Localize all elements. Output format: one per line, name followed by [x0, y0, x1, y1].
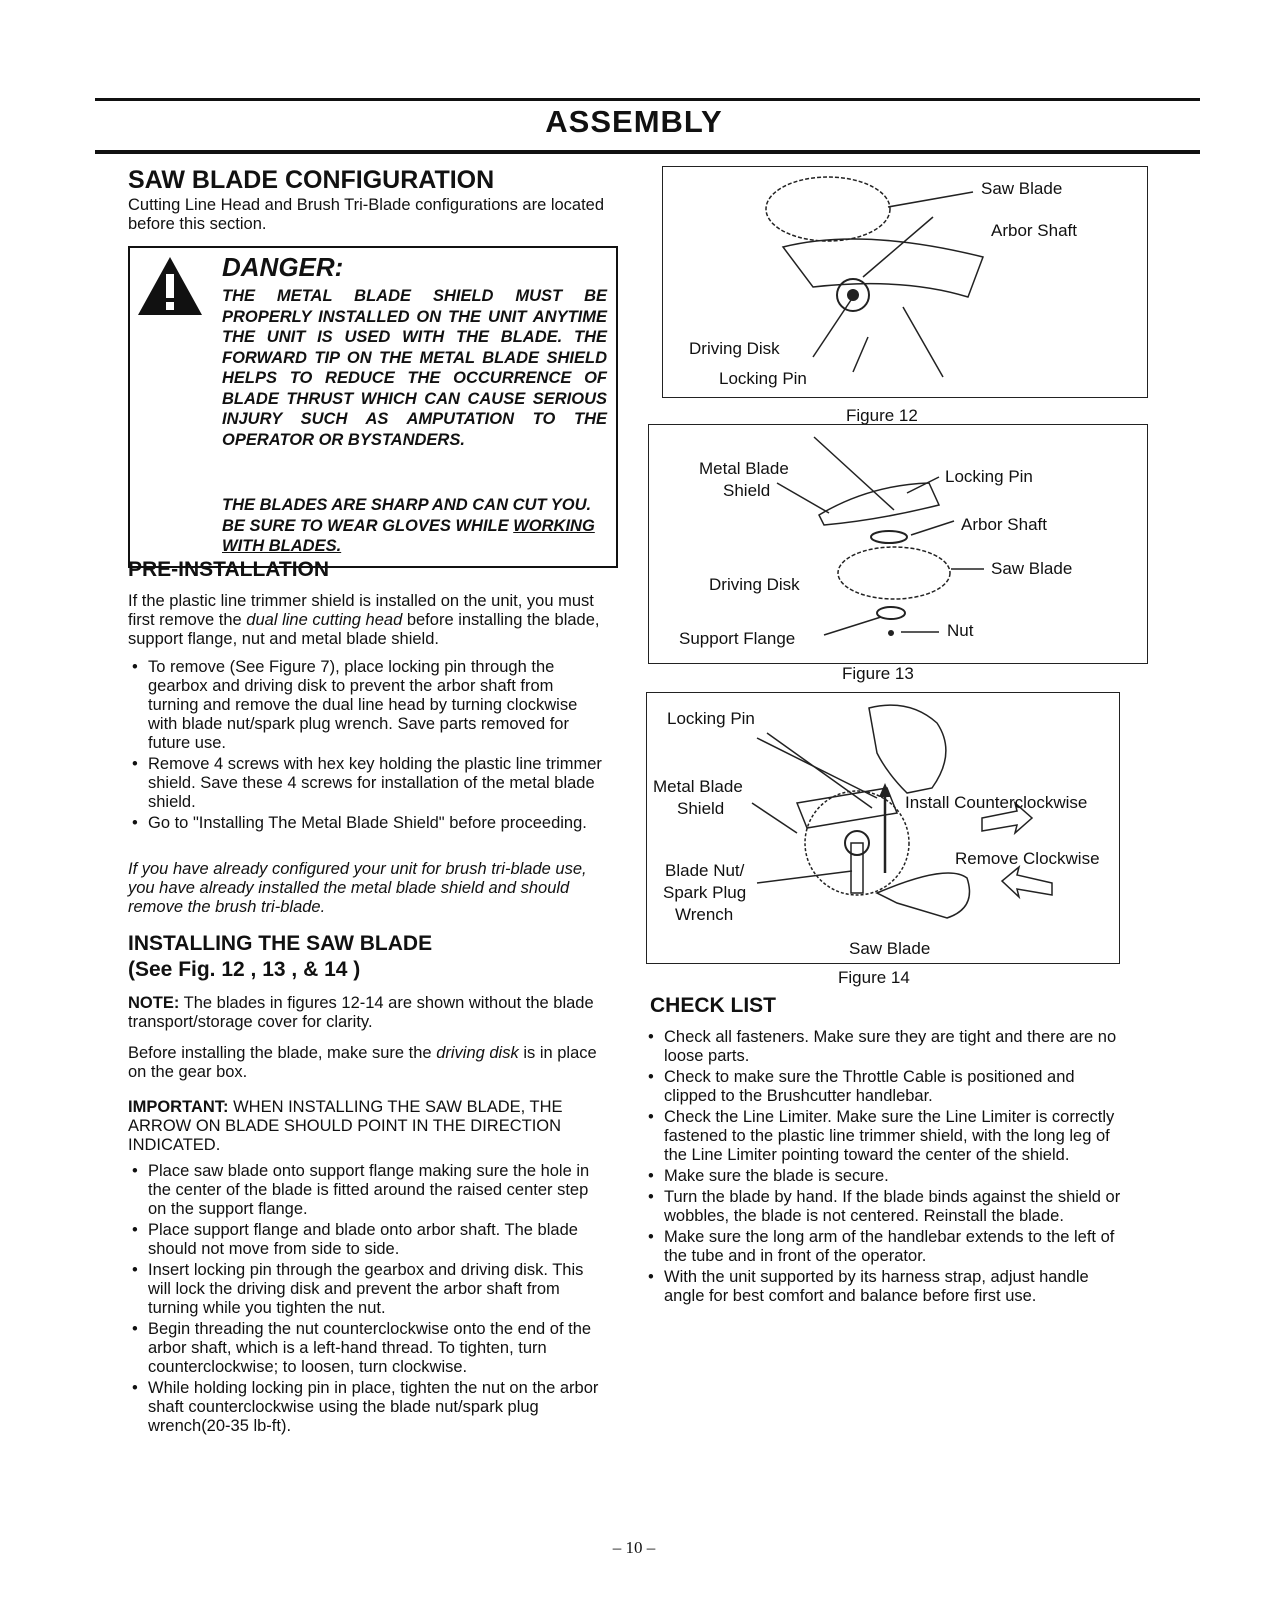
- pre-installation-list: [128, 658, 608, 835]
- installing-note: [128, 994, 608, 1032]
- figure-13-caption: Figure 13: [842, 664, 914, 683]
- figure-13: [648, 424, 1148, 664]
- installing-steps: [128, 1162, 608, 1438]
- fig14-wrench-label: Wrench: [675, 905, 734, 924]
- list-item: • Insert locking pin through the gearbox and driving disk. This will lock the driving disk and prevent the arbor shaft from turning while you tighten the nut.: [128, 1261, 608, 1318]
- fig14-locking-pin-label: Locking Pin: [667, 709, 755, 728]
- fig13-support-flange-label: Support Flange: [679, 629, 796, 648]
- fig12-arbor-shaft-label: Arbor Shaft: [991, 221, 1077, 240]
- checklist-list: [644, 1028, 1130, 1308]
- list-item: • Check all fasteners. Make sure they are tight and there are no loose parts.: [644, 1028, 1130, 1066]
- note-text: The blades in figures 12-14 are shown without the blade transport/storage cover for clarity.: [128, 994, 594, 1031]
- before-a: Before installing the blade, make sure the: [128, 1044, 437, 1062]
- figure-14: [646, 692, 1120, 964]
- fig14-saw-blade-label: Saw Blade: [849, 939, 931, 958]
- danger-sharp-text: [222, 495, 607, 557]
- list-item: • While holding locking pin in place, tighten the nut on the arbor shaft counterclockwise using the blade nut/spark plug wrench(20-35 lb-ft).: [128, 1379, 608, 1436]
- danger-box: [128, 246, 618, 568]
- important-label: IMPORTANT:: [128, 1098, 229, 1116]
- fig13-metal-blade-label: Metal Blade: [699, 459, 789, 478]
- list-item: • With the unit supported by its harness strap, adjust handle angle for best comfort and balance before first use.: [644, 1268, 1130, 1306]
- list-item: • Make sure the blade is secure.: [644, 1167, 1130, 1186]
- list-item: • Place saw blade onto support flange making sure the hole in the center of the blade is fitted around the raised center step on the support flange.: [128, 1162, 608, 1219]
- pre-installation-note: If you have already configured your unit for brush tri-blade use, you have already installed the metal blade shield and should remove the brush tri-blade.: [128, 860, 587, 916]
- figure-12: [662, 166, 1148, 398]
- pre-installation-p1a: If the plastic line trimmer shield is installed on the unit, you must first remove the: [128, 592, 594, 629]
- pre-installation-paragraph: [128, 592, 608, 649]
- before-b: is in place on the gear box.: [128, 1044, 597, 1081]
- note-label: NOTE:: [128, 994, 180, 1012]
- title-rule: [95, 150, 1200, 154]
- warning-triangle-icon: [136, 254, 204, 318]
- installing-before: [128, 1044, 608, 1082]
- fig13-saw-blade-label: Saw Blade: [991, 559, 1073, 578]
- fig12-saw-blade-label: Saw Blade: [981, 179, 1063, 198]
- pre-installation-p1b: before installing the blade, support flange, nut and metal blade shield.: [128, 611, 600, 648]
- fig14-spark-plug-label: Spark Plug: [663, 883, 747, 902]
- danger-warning-text: THE METAL BLADE SHIELD MUST BE PROPERLY INSTALLED ON THE UNIT ANYTIME THE UNIT IS USED WITH THE BLADE. THE FORWARD TIP ON THE METAL BLADE SHIELD HELPS TO REDUCE THE OCCURRENCE OF BLADE THRUST WHICH CAN CAUSE SERIOUS INJURY SUCH AS AMPUTATION TO THE OPERATOR OR BYSTANDERS.: [222, 287, 607, 449]
- page-title: ASSEMBLY: [545, 104, 723, 139]
- list-item: • Begin threading the nut counterclockwise onto the end of the arbor shaft, which is a left-hand thread. To tighten, turn counterclockwise; to loosen, turn clockwise.: [128, 1320, 608, 1377]
- fig13-shield-label: Shield: [723, 481, 771, 500]
- fig14-remove-label: Remove Clockwise: [955, 849, 1100, 868]
- before-i: driving disk: [436, 1044, 519, 1062]
- top-rule: [95, 98, 1200, 101]
- fig13-driving-disk-label: Driving Disk: [709, 575, 800, 594]
- list-item: • Make sure the long arm of the handlebar extends to the left of the tube and in front of the operator.: [644, 1228, 1130, 1266]
- page-number: – 10 –: [612, 1538, 656, 1557]
- pre-installation-heading: PRE-INSTALLATION: [128, 558, 330, 581]
- fig14-metal-blade-label: Metal Blade: [653, 777, 743, 796]
- list-item: • Turn the blade by hand. If the blade binds against the shield or wobbles, the blade is not centered. Reinstall the blade.: [644, 1188, 1130, 1226]
- checklist-heading: CHECK LIST: [650, 994, 776, 1017]
- pre-installation-p1i: dual line cutting head: [246, 611, 403, 629]
- list-item: • Check the Line Limiter. Make sure the Line Limiter is correctly fastened to the plastic line trimmer shield, with the long leg of the Line Limiter pointing toward the center of the shield.: [644, 1108, 1130, 1165]
- figure-12-illustration: [663, 167, 1147, 397]
- fig13-arbor-shaft-label: Arbor Shaft: [961, 515, 1047, 534]
- figure-14-caption: Figure 14: [838, 968, 910, 987]
- fig13-nut-label: Nut: [947, 621, 974, 640]
- important-text: WHEN INSTALLING THE SAW BLADE, THE ARROW ON BLADE SHOULD POINT IN THE DIRECTION INDICATED.: [128, 1098, 563, 1154]
- danger-sharp-text-b: WORKING WITH BLADES.: [222, 516, 595, 555]
- list-item: • To remove (See Figure 7), place locking pin through the gearbox and driving disk to prevent the arbor shaft from turning and remove the dual line head by turning clockwise with blade nut/spark plug wrench. Save parts removed for future use.: [128, 658, 608, 753]
- fig12-locking-pin-label: Locking Pin: [719, 369, 807, 388]
- fig13-locking-pin-label: Locking Pin: [945, 467, 1033, 486]
- danger-sharp-text-a: THE BLADES ARE SHARP AND CAN CUT YOU. BE SURE TO WEAR GLOVES WHILE: [222, 496, 592, 535]
- installing-heading: INSTALLING THE SAW BLADE: [128, 932, 433, 955]
- fig14-blade-nut-label: Blade Nut/: [665, 861, 745, 880]
- saw-blade-config-intro: Cutting Line Head and Brush Tri-Blade configurations are located before this section.: [128, 196, 605, 233]
- danger-title: DANGER:: [222, 252, 344, 282]
- installing-important: [128, 1098, 608, 1155]
- fig14-shield-label: Shield: [677, 799, 725, 818]
- list-item: • Remove 4 screws with hex key holding the plastic line trimmer shield. Save these 4 screws for installation of the metal blade shield.: [128, 755, 608, 812]
- figure-12-caption: Figure 12: [846, 406, 918, 425]
- installing-subheading: (See Fig. 12 , 13 , & 14 ): [128, 958, 361, 981]
- list-item: • Go to "Installing The Metal Blade Shield" before proceeding.: [128, 814, 608, 833]
- list-item: • Check to make sure the Throttle Cable is positioned and clipped to the Brushcutter handlebar.: [644, 1068, 1130, 1106]
- fig14-install-label: Install Counterclockwise: [905, 793, 1088, 812]
- fig12-driving-disk-label: Driving Disk: [689, 339, 780, 358]
- saw-blade-config-heading: SAW BLADE CONFIGURATION: [128, 166, 495, 194]
- list-item: • Place support flange and blade onto arbor shaft. The blade should not move from side to side.: [128, 1221, 608, 1259]
